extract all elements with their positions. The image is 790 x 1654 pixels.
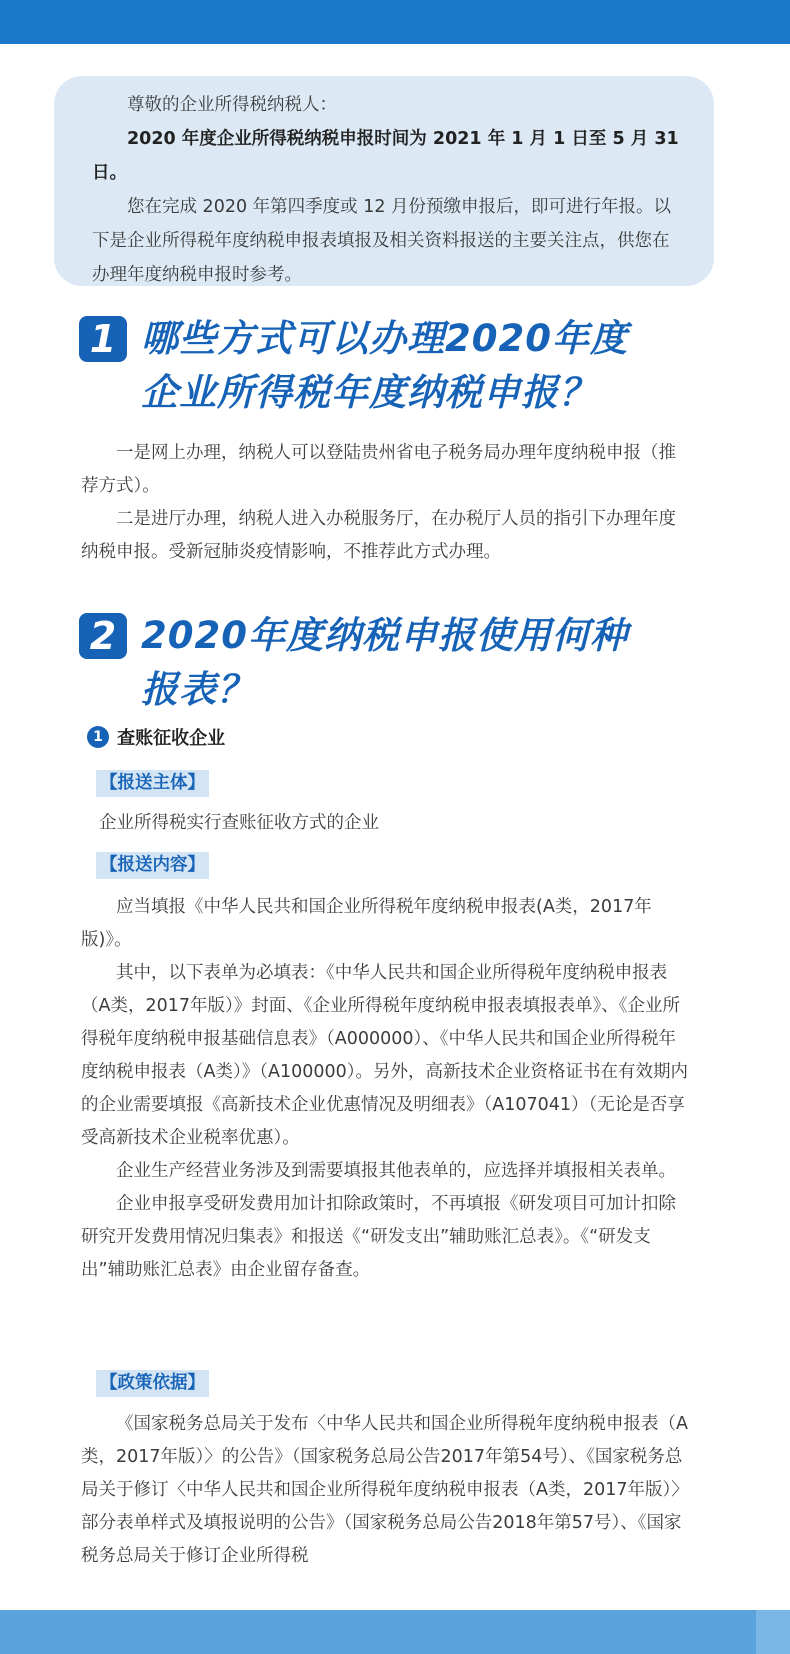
section-2-title-line1: 2020年度纳税申报使用何种 bbox=[141, 614, 628, 657]
section-1-title bbox=[141, 312, 701, 420]
policy-text: 《国家税务总局关于发布〈中华人民共和国企业所得税年度纳税申报表（A类，2017年版）〉的公告》（国家税务总局公告2017年第54号）、《国家税务总局关于修订〈中华人民共和国企业所得税年度纳税申报表（A类，2017年版）〉部分表单样式及填报说明的公告》（国家税务总局公告2018年第57号）、《国家税务总局关于修订企业所得税 bbox=[81, 1414, 689, 1566]
intro-note: 您在完成 2020 年第四季度或 12 月份预缴申报后，即可进行年报。以下是企业所得税年度纳税申报表填报及相关资料报送的主要关注点，供您在办理年度纳税申报时参考。 bbox=[92, 197, 672, 285]
section-1-body bbox=[81, 437, 693, 569]
content-body bbox=[81, 891, 693, 1287]
intro-deadline: 2020 年度企业所得税纳税申报时间为 2021 年 1 月 1 日至 5 月 31 日。 bbox=[92, 129, 679, 183]
section-1-para1: 一是网上办理，纳税人可以登陆贵州省电子税务局办理年度纳税申报（推荐方式）。 bbox=[81, 443, 676, 496]
tag-subject: 【报送主体】 bbox=[96, 770, 209, 797]
tag-policy: 【政策依据】 bbox=[96, 1370, 209, 1397]
section-2-number: 2 bbox=[79, 613, 127, 659]
policy-body bbox=[81, 1408, 693, 1573]
bottom-banner-tail bbox=[756, 1610, 790, 1654]
content-para2: 其中，以下表单为必填表：《中华人民共和国企业所得税年度纳税申报表（A类，2017年版）》封面、《企业所得税年度纳税申报表填报表单》、《企业所得税年度纳税申报基础信息表》（A000000）、《中华人民共和国企业所得税年度纳税申报表（A类）》（A100000）。另外，高新技术企业资格证书在有效期内的企业需要填报《高新技术企业优惠情况及明细表》（A107041）（无论是否享受高新技术企业税率优惠）。 bbox=[81, 963, 688, 1148]
subsection-heading bbox=[87, 724, 225, 750]
content-para4: 企业申报享受研发费用加计扣除政策时，不再填报《研发项目可加计扣除研究开发费用情况归集表》和报送《“研发支出”辅助账汇总表》。《“研发支出”辅助账汇总表》由企业留存备查。 bbox=[81, 1194, 676, 1280]
section-1-title-line1: 哪些方式可以办理2020年度 bbox=[141, 317, 628, 360]
section-2-title-line2: 报表？ bbox=[141, 668, 255, 711]
content-para3: 企业生产经营业务涉及到需要填报其他表单的，应选择并填报相关表单。 bbox=[116, 1161, 676, 1181]
section-1-para2: 二是进厅办理，纳税人进入办税服务厅，在办税厅人员的指引下办理年度纳税申报。受新冠肺炎疫情影响，不推荐此方式办理。 bbox=[81, 509, 676, 562]
section-2-title bbox=[141, 609, 701, 717]
subject-text: 企业所得税实行查账征收方式的企业 bbox=[99, 813, 379, 833]
content-para1: 应当填报《中华人民共和国企业所得税年度纳税申报表(A类，2017年版)》。 bbox=[81, 897, 652, 950]
bottom-banner bbox=[0, 1610, 790, 1654]
subsection-number: 1 bbox=[87, 726, 109, 748]
tag-content: 【报送内容】 bbox=[96, 852, 209, 879]
intro-box bbox=[54, 76, 714, 286]
top-banner bbox=[0, 0, 790, 44]
section-1-title-line2: 企业所得税年度纳税申报？ bbox=[141, 371, 597, 414]
subsection-title: 查账征收企业 bbox=[117, 728, 226, 749]
intro-greeting: 尊敬的企业所得税纳税人： bbox=[127, 95, 337, 115]
section-1-number: 1 bbox=[79, 316, 127, 362]
